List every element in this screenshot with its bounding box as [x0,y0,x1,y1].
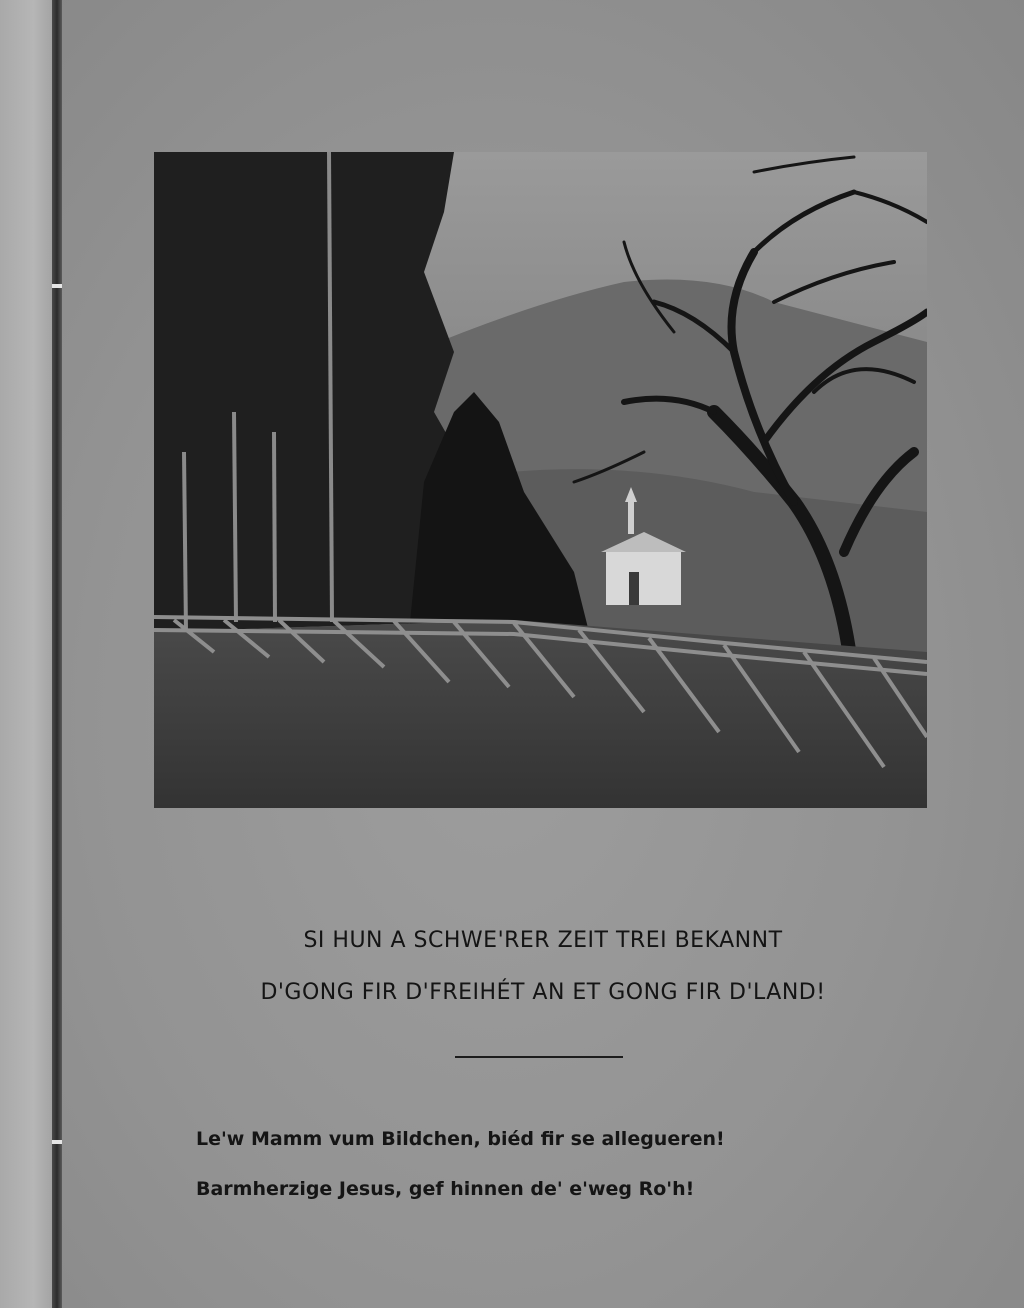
prayer-line-1: Le'w Mamm vum Bildchen, biéd fir se allegueren! [196,1128,725,1150]
heading-line-2: D'GONG FIR D'FREIHÉT AN ET GONG FIR D'LAND! [260,980,826,1005]
divider-rule [455,1056,623,1058]
meadow [154,620,927,808]
left-page-edge [0,0,56,1308]
book-gutter [52,0,62,1308]
chapel-photograph [154,152,927,808]
heading-line-1: SI HUN A SCHWE'RER ZEIT TREI BEKANNT [303,928,783,953]
staple-mark [52,1140,62,1144]
staple-mark [52,284,62,288]
prayer-line-2: Barmherzige Jesus, gef hinnen de' e'weg Ro'h! [196,1178,695,1200]
